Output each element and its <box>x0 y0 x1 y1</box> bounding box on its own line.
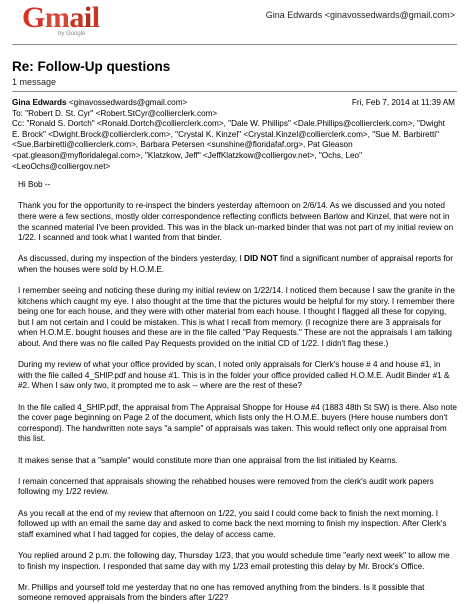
message-count: 1 message <box>12 77 457 92</box>
sender-email: <ginavossedwards@gmail.com> <box>68 98 188 107</box>
account-label: Gina Edwards <ginavossedwards@gmail.com> <box>265 10 455 20</box>
gmail-logo-text: Gmail <box>22 1 100 34</box>
gmail-header <box>12 0 457 45</box>
paragraph: I remember seeing and noticing these during my initial review on 1/22/14. I noticed them because I saw the granite in the kitchens which caught my eye. I also thought at the time that the pictures would be helpful for my story. I remember there being one for each house, and they were with other material from each house. I thought I flagged all these for copying, but I am not certain and I could be mistaken. This is what I recall from memory. (I recognize there are 3 appraisals for when H.O.M.E. bought houses and these are in the file called "Pay Requests." These are not the appraisals I am talking about. And there was no file called Pay Requests provided on the initial CD of 1/22. I didn't flag these.) <box>18 286 455 349</box>
to-line: To: "Robert D. St. Cyr" <Robert.StCyr@collierclerk.com> <box>12 108 218 118</box>
thread-subject: Re: Follow-Up questions <box>12 59 171 74</box>
cc-line: Cc: "Ronald S. Dortch" <Ronald.Dortch@collierclerk.com>, "Dale W. Phillips" <Dale.Phillips@collierclerk.com>, "Dwight <box>12 119 445 129</box>
gmail-logo-sub: by Google <box>58 31 86 37</box>
paragraph: I remain concerned that appraisals showing the rehabbed houses were removed from the clerk's audit work papers following my 1/22 review. <box>18 476 434 497</box>
paragraph: During my review of what your office provided by scan, I noted only appraisals for Clerk's house # 4 and house #1, in with the file called 4_SHIP.pdf and house #1. This is in the folder your office provided called H.O.M.E. Audit Binder #1 & #2. When I saw only two, it prompted me to ask -- where are the rest of these? <box>18 360 450 391</box>
paragraph: Thank you for the opportunity to re-inspect the binders yesterday afternoon on 2/6/14. As we discussed and you noted there were a few sections, mostly older correspondence reflecting conflicts between Barlow and Kinzel, that were not in the scanned material I've been provided. This was in the black un-marked binder that was not part of my initial review on 1/22. I scanned and took what I wanted from that binder. <box>18 201 454 243</box>
paragraph: In the file called 4_SHIP.pdf, the appraisal from The Appraisal Shoppe for House #4 (1883 48th St SW) is there. Also note the cover page beginning on Page 2 of the document, which lists only the H.O.M.E. buyers (Here house numbers don't correspond). The handwritten note says "a sample" of appraisals was taken. This would reflect only one appraisal from this list. <box>18 402 457 444</box>
cc-line: <Sue.Barbiretti@collierclerk.com>, Barbara Petersen <sunshine@floridafaf.org>, Pat Gleason <box>12 140 353 150</box>
message-date: Fri, Feb 7, 2014 at 11:39 AM <box>351 98 455 107</box>
paragraph-text: As discussed, during my inspection of the binders yesterday, I <box>18 254 245 264</box>
cc-line: <pat.gleason@myfloridalegal.com>, "Klatzkow, Jeff" <JeffKlatzkow@colliergov.net>, "Ochs, Leo" <box>12 150 363 160</box>
paragraph: As you recall at the end of my review that afternoon on 1/22, you said I could come back to finish the next morning. I followed up with an email the same day and asked to come back the next morning to finish my inspection. After Clerk's staff examined what I had tagged for copies, the delay of access came. <box>18 508 447 539</box>
emphasis-text: DID NOT <box>244 254 278 264</box>
paragraph <box>18 254 457 275</box>
sender-name: Gina Edwards <box>12 98 67 107</box>
greeting: Hi Bob -- <box>18 180 51 190</box>
message-header <box>12 98 457 172</box>
message-body <box>12 180 457 604</box>
paragraph: You replied around 2 p.m. the following day, Thursday 1/23, that you would schedule time "early next week" to allow me to finish my inspection. I responded that same day with my 1/23 email protesting this delay by Mr. Brock's Office. <box>18 550 450 571</box>
cc-line: <LeoOchs@colliergov.net> <box>12 161 111 171</box>
gmail-logo <box>22 3 100 37</box>
paragraph-text: find a significant number of appraisal reports for when the houses were sold by H.O.M.E. <box>18 254 453 274</box>
paragraph: Mr. Phillips and yourself told me yesterday that no one has removed anything from the binders. Is it possible that someone removed appraisals from the binders after 1/22? <box>18 582 425 603</box>
cc-line: E. Brock" <Dwight.Brock@collierclerk.com>, "Crystal K. Kinzel" <Crystal.Kinzel@collierclerk.com>, "Sue M. Barbiretti" <box>12 129 440 139</box>
paragraph: It makes sense that a "sample" would constitute more than one appraisal from the list initialed by Kearns. <box>18 455 398 465</box>
